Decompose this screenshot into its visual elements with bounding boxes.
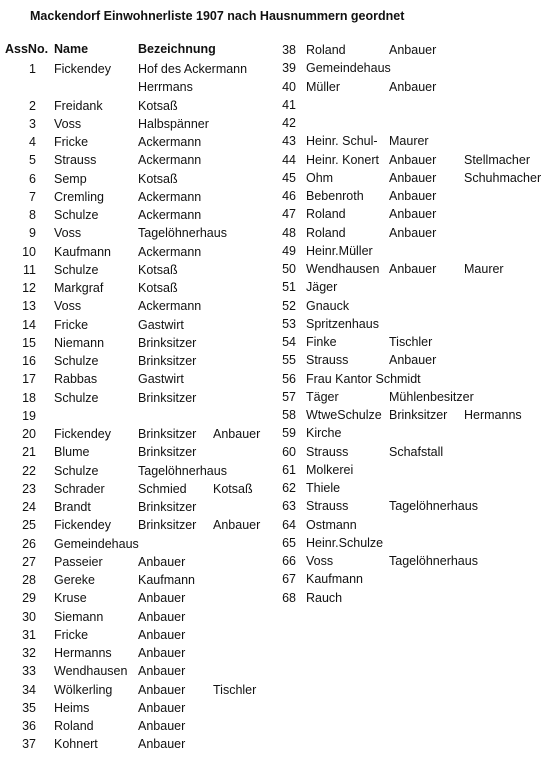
entry-no: 45 [282, 170, 296, 185]
entry-no: 24 [22, 500, 36, 514]
entry-bez: Kotsaß [138, 281, 178, 295]
entry-bez: Brinksitzer [138, 445, 197, 460]
entry-no: 30 [22, 609, 36, 624]
entry-bez: Kaufmann [138, 573, 195, 587]
list-item [6, 334, 286, 352]
entry-name: Kirche [306, 426, 342, 441]
entry-bez: Tagelöhnerhaus [389, 554, 478, 568]
entry-no: 39 [282, 61, 296, 76]
entry-no: 60 [282, 444, 296, 459]
entry-no: 51 [282, 280, 296, 295]
entry-bez: Ackermann [138, 208, 202, 222]
entry-name: Gereke [54, 573, 95, 587]
entry-name: Heinr. Schul- [306, 134, 378, 149]
entry-bez: Hof des Ackermann [138, 62, 248, 76]
list-item [6, 626, 286, 644]
entry-no: 67 [282, 572, 296, 587]
entry-bez: Gastwirt [138, 317, 184, 332]
entry-no: 52 [282, 298, 296, 313]
entry-no: 27 [22, 554, 36, 569]
entry-bez: Gastwirt [138, 372, 184, 387]
entry-name: Rabbas [54, 372, 98, 387]
entry-name: Wendhausen [306, 262, 380, 276]
entry-bez: Anbauer [389, 262, 437, 276]
list-item [272, 278, 550, 296]
entry-no: 62 [282, 481, 296, 495]
entry-no: 6 [29, 171, 36, 186]
list-item [6, 480, 286, 498]
list-item [272, 169, 550, 187]
entry-name: Wölkerling [54, 682, 113, 697]
entry-bez: Anbauer [389, 43, 437, 57]
list-item [272, 589, 550, 607]
list-item [6, 316, 286, 334]
list-item [6, 462, 286, 480]
entry-name: Schulze [54, 208, 99, 222]
entry-no: 34 [22, 682, 36, 697]
entry-name: Jäger [306, 280, 338, 295]
entry-no: 36 [22, 719, 36, 733]
list-item [6, 97, 286, 115]
entry-bez: Anbauer [138, 664, 186, 679]
entry-no: 44 [282, 152, 296, 167]
list-item [6, 279, 286, 297]
entry-name: Molkerei [306, 462, 354, 477]
entry-no: 63 [282, 499, 296, 514]
list-item [6, 133, 286, 151]
entry-name: Gnauck [306, 298, 350, 313]
entry-no: 5 [29, 153, 36, 168]
list-item [272, 370, 550, 388]
entry-no: 4 [29, 135, 36, 149]
entry-bez: Anbauer [138, 700, 186, 715]
list-item [272, 552, 550, 570]
entry-name: Gemeindehaus [306, 61, 391, 76]
entry-no: 56 [282, 371, 296, 386]
entry-no: 19 [22, 408, 36, 423]
entry-name: Schulze [54, 262, 99, 277]
list-item [6, 571, 286, 589]
entry-no: 17 [22, 372, 36, 387]
list-item [6, 498, 286, 516]
entry-name: Fricke [54, 317, 89, 332]
list-item [272, 497, 550, 515]
entry-no: 14 [22, 317, 36, 332]
list-item [272, 78, 550, 96]
entry-no: 15 [22, 335, 36, 350]
entry-name: Kohnert [54, 737, 98, 752]
page-title: Mackendorf Einwohnerliste 1907 nach Hausnummern geordnet [30, 9, 405, 23]
list-item [6, 297, 286, 315]
list-item [6, 352, 286, 370]
list-item [6, 78, 286, 96]
list-item [6, 662, 286, 680]
entry-no: 37 [22, 737, 36, 752]
entry-bez: Halbspänner [138, 116, 209, 131]
entry-no: 9 [29, 226, 36, 241]
list-item [272, 59, 550, 77]
entry-no: 59 [282, 426, 296, 441]
list-item [272, 534, 550, 552]
entry-bez: Schmied [138, 481, 187, 496]
entry-no: 20 [22, 427, 36, 441]
list-item [6, 735, 286, 753]
entry-name: Roland [306, 43, 346, 57]
entry-name: Kaufmann [306, 572, 363, 587]
entry-bez: Anbauer [138, 737, 186, 752]
entry-bez: Mühlenbesitzer [389, 389, 474, 404]
entry-no: 55 [282, 353, 296, 368]
entry-no: 18 [22, 390, 36, 405]
entry-bez: Anbauer [138, 719, 186, 733]
entry-bez: Anbauer [138, 554, 186, 569]
entry-name: Spritzenhaus [306, 316, 379, 331]
list-item [6, 681, 286, 699]
entry-name: Strauss [306, 444, 349, 459]
entry-name: Heims [54, 700, 90, 715]
list-item [272, 187, 550, 205]
entry-no: 54 [282, 335, 296, 349]
entry-name: Rauch [306, 590, 343, 605]
list-item [272, 114, 550, 132]
entry-bez: Tagelöhnerhaus [389, 499, 478, 514]
list-item [6, 370, 286, 388]
entry-name: Fickendey [54, 427, 111, 441]
list-item [272, 479, 550, 497]
entry-bez: Brinksitzer [138, 354, 197, 368]
list-item [6, 60, 286, 78]
list-item [272, 351, 550, 369]
entry-bez: Brinksitzer [138, 390, 197, 405]
entry-name: Kruse [54, 591, 87, 606]
list-item [6, 608, 286, 626]
list-item [6, 443, 286, 461]
list-item [272, 96, 550, 114]
entry-name: Heinr. Konert [306, 152, 379, 167]
list-item [272, 41, 550, 59]
list-item [272, 132, 550, 150]
entry-no: 68 [282, 590, 296, 605]
entry-bez: Anbauer [389, 207, 437, 222]
entry-name: Wendhausen [54, 664, 128, 679]
entry-name: Voss [54, 299, 82, 314]
list-item [6, 151, 286, 169]
list-item [6, 206, 286, 224]
entry-no: 13 [22, 299, 36, 314]
entry-no: 31 [22, 627, 36, 642]
entry-no: 66 [282, 554, 296, 568]
entry-bez: Anbauer [389, 353, 437, 368]
entry-name: Strauss [306, 499, 349, 514]
header-name: Name [54, 42, 89, 56]
list-item [6, 535, 286, 553]
entry-no: 42 [282, 116, 296, 130]
entry-bez: Anbauer [138, 591, 186, 606]
entry-bez: Anbauer [138, 609, 186, 624]
entry-no: 64 [282, 517, 296, 532]
list-item [272, 570, 550, 588]
entry-no: 65 [282, 535, 296, 550]
entry-bez: Anbauer [138, 627, 186, 642]
entry-name: Ostmann [306, 517, 357, 532]
entry-extra: Hermanns [464, 408, 522, 422]
header-assno: AssNo. [5, 42, 49, 56]
entry-name: Müller [306, 79, 341, 94]
entry-extra: Anbauer [213, 427, 261, 441]
entry-name: Fricke [54, 627, 89, 642]
list-item [6, 115, 286, 133]
entry-name: WtweSchulze [306, 408, 382, 422]
entry-no: 12 [22, 281, 36, 295]
list-item [272, 461, 550, 479]
entry-extra: Schuhmacher [464, 170, 542, 185]
list-item [272, 315, 550, 333]
entry-no: 33 [22, 664, 36, 679]
entry-name: Fickendey [54, 62, 111, 76]
entry-bez: Kotsaß [138, 262, 178, 277]
list-item [6, 389, 286, 407]
entry-name: Strauss [54, 153, 97, 168]
entry-no: 50 [282, 262, 296, 276]
entry-extra: Tischler [213, 682, 257, 697]
entry-name: Bebenroth [306, 189, 364, 203]
entry-bez: Kotsaß [138, 171, 178, 186]
entry-name: Schulze [54, 354, 99, 368]
list-item [6, 243, 286, 261]
entry-name: Brandt [54, 500, 91, 514]
list-item [272, 151, 550, 169]
entry-bez: Schafstall [389, 444, 444, 459]
entry-no: 23 [22, 481, 36, 496]
entry-name: Fickendey [54, 518, 111, 533]
entry-no: 2 [29, 98, 36, 113]
entry-bez: Brinksitzer [138, 500, 197, 514]
list-item [6, 553, 286, 571]
entry-name: Hermanns [54, 646, 112, 660]
entry-name: Semp [54, 171, 87, 186]
entry-no: 29 [22, 591, 36, 606]
entry-no: 21 [22, 445, 36, 460]
entry-name: Cremling [54, 189, 105, 204]
entry-extra: Anbauer [213, 518, 261, 533]
entry-name: Thiele [306, 481, 341, 495]
list-item [6, 170, 286, 188]
entry-no: 38 [282, 43, 296, 57]
entry-name: Heinr.Schulze [306, 535, 384, 550]
entry-bez: Brinksitzer [138, 335, 197, 350]
entry-no: 61 [282, 462, 296, 477]
header-bezeichnung: Bezeichnung [138, 42, 216, 56]
list-item [272, 224, 550, 242]
entry-bez: Ackermann [138, 299, 202, 314]
list-item [272, 333, 550, 351]
entry-no: 26 [22, 536, 36, 551]
entry-name: Voss [54, 226, 82, 241]
entry-bez: Brinksitzer [389, 408, 448, 422]
entry-extra: Stellmacher [464, 152, 530, 167]
entry-bez: Ackermann [138, 189, 202, 204]
entry-extra: Kotsaß [213, 481, 253, 496]
entry-name: Fricke [54, 135, 89, 149]
entry-name: Schrader [54, 481, 105, 496]
list-item [272, 242, 550, 260]
entry-no: 25 [22, 518, 36, 533]
list-item [6, 699, 286, 717]
list-item [6, 589, 286, 607]
entry-no: 47 [282, 207, 296, 222]
entry-name: Voss [306, 554, 334, 568]
list-item [6, 261, 286, 279]
entry-no: 3 [29, 116, 36, 131]
entry-no: 35 [22, 700, 36, 715]
entry-no: 41 [282, 97, 296, 112]
entry-name: Passeier [54, 554, 103, 569]
entry-bez: Anbauer [389, 79, 437, 94]
entry-bez: Herrmans [138, 80, 193, 95]
entry-no: 8 [29, 208, 36, 222]
entry-no: 28 [22, 573, 36, 587]
list-item [6, 516, 286, 534]
list-item [6, 644, 286, 662]
entry-no: 48 [282, 225, 296, 240]
entry-name: Niemann [54, 335, 105, 350]
entry-no: 32 [22, 646, 36, 660]
list-item [272, 297, 550, 315]
entry-bez: Tagelöhnerhaus [138, 226, 227, 241]
list-item [272, 388, 550, 406]
list-item [6, 188, 286, 206]
entry-bez: Ackermann [138, 153, 202, 168]
entry-name: Täger [306, 389, 339, 404]
entry-name: Voss [54, 116, 82, 131]
entry-name: Freidank [54, 98, 103, 113]
entry-no: 16 [22, 354, 36, 368]
entry-no: 22 [22, 463, 36, 478]
entry-bez: Brinksitzer [138, 427, 197, 441]
list-item [6, 224, 286, 242]
entry-name: Ohm [306, 170, 334, 185]
entry-no: 43 [282, 134, 296, 149]
list-item [6, 407, 286, 425]
entry-no: 53 [282, 316, 296, 331]
list-item [272, 443, 550, 461]
list-item [272, 516, 550, 534]
entry-name: Frau Kantor Schmidt [306, 371, 421, 386]
entry-name: Roland [306, 207, 346, 222]
entry-bez: Anbauer [389, 189, 437, 203]
entry-extra: Maurer [464, 262, 504, 276]
entry-name: Schulze [54, 463, 99, 478]
entry-no: 1 [29, 62, 36, 76]
list-item [272, 260, 550, 278]
entry-no: 7 [29, 189, 36, 204]
entry-bez: Tagelöhnerhaus [138, 463, 227, 478]
entry-no: 46 [282, 189, 296, 203]
entry-name: Roland [306, 225, 346, 240]
entry-no: 58 [282, 408, 296, 422]
entry-no: 11 [23, 262, 36, 277]
entry-bez: Anbauer [389, 225, 437, 240]
entry-bez: Brinksitzer [138, 518, 197, 533]
entry-name: Heinr.Müller [306, 243, 373, 258]
entry-name: Markgraf [54, 281, 104, 295]
list-item [272, 205, 550, 223]
list-item [272, 424, 550, 442]
entry-no: 57 [282, 389, 296, 404]
entry-bez: Tischler [389, 335, 433, 349]
entry-name: Strauss [306, 353, 349, 368]
entry-no: 40 [282, 79, 296, 94]
entry-name: Siemann [54, 609, 104, 624]
entry-bez: Maurer [389, 134, 429, 149]
entry-no: 10 [22, 244, 36, 259]
entry-bez: Ackermann [138, 135, 202, 149]
entry-bez: Ackermann [138, 244, 202, 259]
list-item [6, 717, 286, 735]
list-item [272, 406, 550, 424]
list-item [6, 425, 286, 443]
entry-name: Schulze [54, 390, 99, 405]
entry-bez: Anbauer [389, 170, 437, 185]
entry-name: Finke [306, 335, 337, 349]
entry-bez: Anbauer [389, 152, 437, 167]
entry-name: Blume [54, 445, 90, 460]
entry-no: 49 [282, 243, 296, 258]
entry-name: Kaufmann [54, 244, 111, 259]
entry-bez: Anbauer [138, 682, 186, 697]
entry-name: Roland [54, 719, 94, 733]
entry-bez: Anbauer [138, 646, 186, 660]
entry-bez: Kotsaß [138, 98, 178, 113]
entry-name: Gemeindehaus [54, 536, 139, 551]
